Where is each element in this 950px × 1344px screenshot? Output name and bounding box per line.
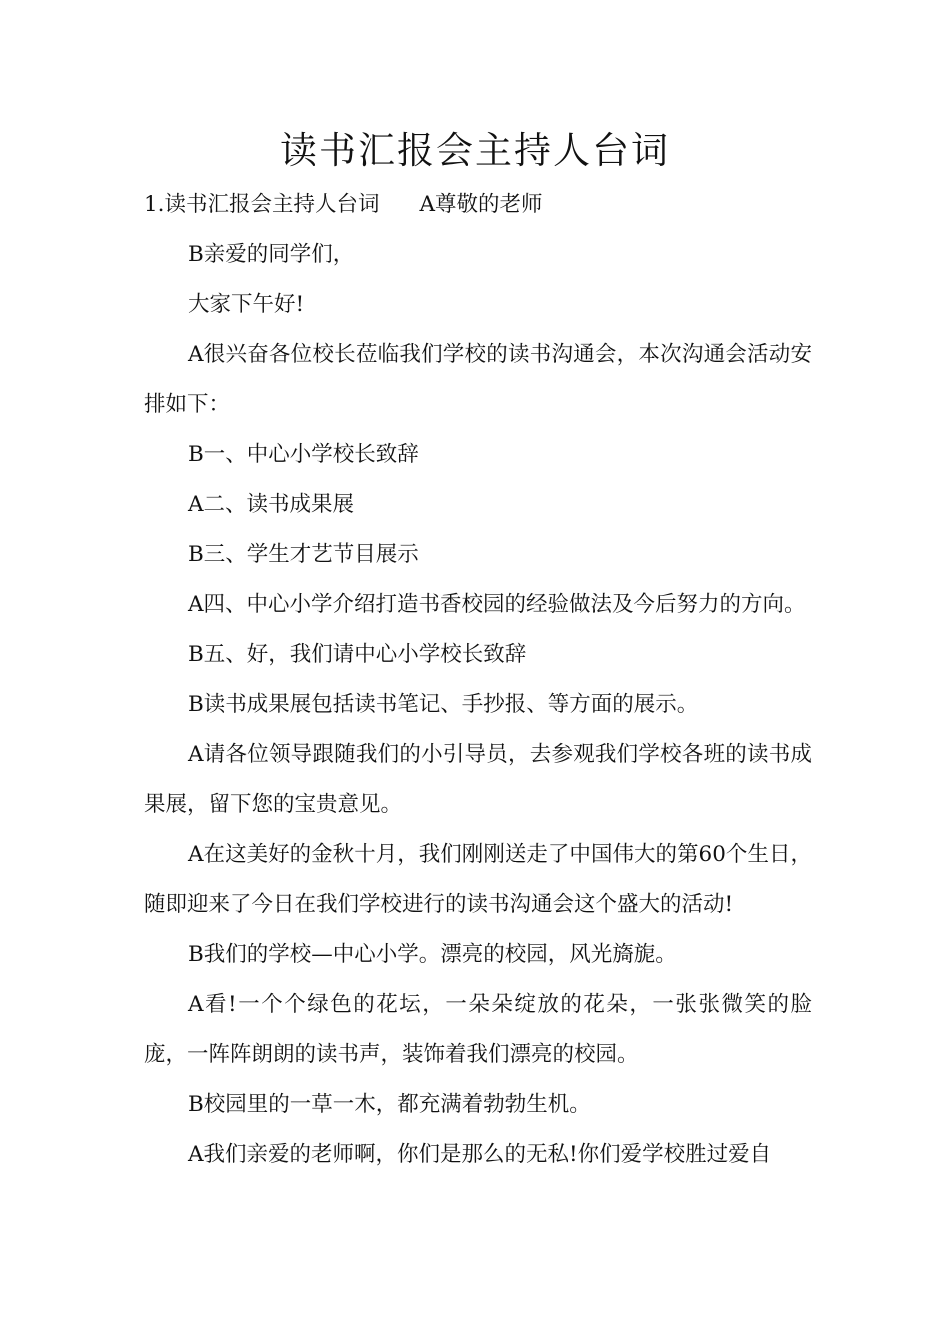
paragraph: B三、学生才艺节目展示 bbox=[188, 542, 419, 567]
paragraph: B亲爱的同学们， bbox=[188, 242, 355, 267]
first-line bbox=[144, 180, 812, 230]
paragraph: B校园里的一草一木，都充满着勃勃生机。 bbox=[188, 1092, 591, 1117]
paragraph: A请各位领导跟随我们的小引导员，去参观我们学校各班的读书成果展，留下您的宝贵意见。 bbox=[144, 742, 812, 817]
paragraph: B五、好，我们请中心小学校长致辞 bbox=[188, 642, 527, 667]
document-body bbox=[144, 180, 812, 1180]
first-line-heading: 1.读书汇报会主持人台词 bbox=[144, 192, 380, 217]
paragraph: A很兴奋各位校长莅临我们学校的读书沟通会，本次沟通会活动安排如下： bbox=[144, 342, 812, 417]
paragraph: A我们亲爱的老师啊，你们是那么的无私!你们爱学校胜过爱自 bbox=[188, 1142, 772, 1167]
paragraph: A二、读书成果展 bbox=[188, 492, 355, 517]
document-title: 读书汇报会主持人台词 bbox=[280, 129, 670, 172]
paragraph: B读书成果展包括读书笔记、手抄报、等方面的展示。 bbox=[188, 692, 699, 717]
paragraph: A四、中心小学介绍打造书香校园的经验做法及今后努力的方向。 bbox=[188, 592, 806, 617]
paragraph: A看!一个个绿色的花坛，一朵朵绽放的花朵，一张张微笑的脸庞，一阵阵朗朗的读书声，装饰着我们漂亮的校园。 bbox=[144, 992, 812, 1067]
paragraph: 大家下午好! bbox=[188, 292, 305, 317]
first-line-greeting: A尊敬的老师 bbox=[419, 192, 543, 217]
paragraph: B我们的学校—中心小学。漂亮的校园，风光旖旎。 bbox=[188, 942, 677, 967]
paragraph: B一、中心小学校长致辞 bbox=[188, 442, 419, 467]
paragraph: A在这美好的金秋十月，我们刚刚送走了中国伟大的第60个生日，随即迎来了今日在我们学校进行的读书沟通会这个盛大的活动! bbox=[144, 842, 812, 917]
